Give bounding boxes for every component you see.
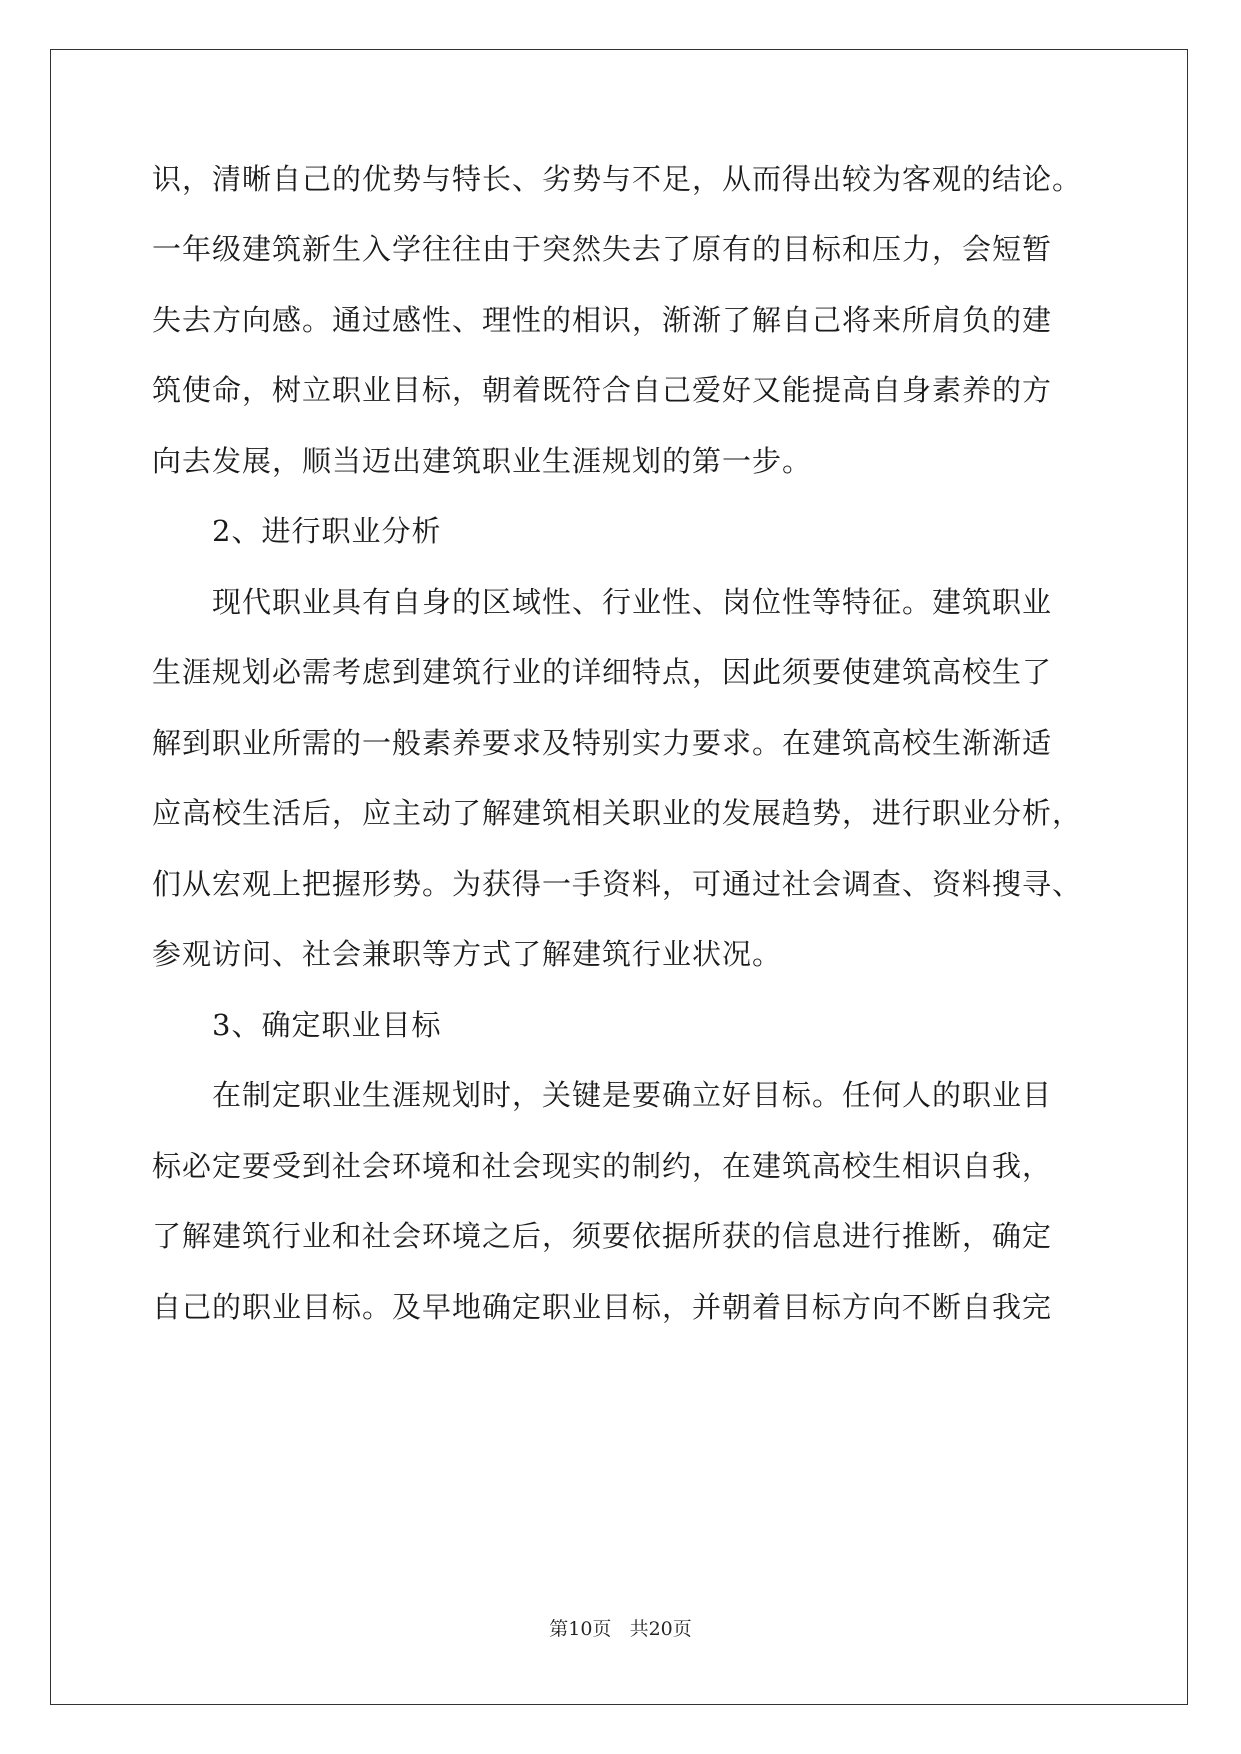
paragraph-line: 筑使命，树立职业目标，朝着既符合自己爱好又能提高自身素养的方 [152, 373, 1053, 407]
paragraph-line: 应高校生活后，应主动了解建筑相关职业的发展趋势，进行职业分析， [152, 796, 1083, 830]
paragraph-line: 向去发展，顺当迈出建筑职业生涯规划的第一步。 [152, 444, 813, 478]
paragraph-line: 们从宏观上把握形势。为获得一手资料，可通过社会调查、资料搜寻、 [152, 867, 1083, 901]
paragraph-line: 解到职业所需的一般素养要求及特别实力要求。在建筑高校生渐渐适 [152, 726, 1053, 760]
section-heading: 2、进行职业分析 [212, 514, 442, 548]
page-footer [0, 1616, 1241, 1642]
page-number: 第10页 [549, 1618, 612, 1640]
paragraph-line: 现代职业具有自身的区域性、行业性、岗位性等特征。建筑职业 [212, 585, 1053, 619]
paragraph-line: 自己的职业目标。及早地确定职业目标，并朝着目标方向不断自我完 [152, 1290, 1053, 1324]
paragraph-line: 在制定职业生涯规划时，关键是要确立好目标。任何人的职业目 [212, 1078, 1053, 1112]
paragraph-line: 失去方向感。通过感性、理性的相识，渐渐了解自己将来所肩负的建 [152, 303, 1053, 337]
paragraph-line: 一年级建筑新生入学往往由于突然失去了原有的目标和压力，会短暂 [152, 232, 1053, 266]
paragraph-line: 参观访问、社会兼职等方式了解建筑行业状况。 [152, 937, 783, 971]
section-heading: 3、确定职业目标 [212, 1008, 442, 1042]
paragraph-line: 识，清晰自己的优势与特长、劣势与不足，从而得出较为客观的结论。 [152, 162, 1083, 196]
paragraph-line: 标必定要受到社会环境和社会现实的制约，在建筑高校生相识自我， [152, 1149, 1053, 1183]
paragraph-line: 生涯规划必需考虑到建筑行业的详细特点，因此须要使建筑高校生了 [152, 655, 1053, 689]
paragraph-line: 了解建筑行业和社会环境之后，须要依据所获的信息进行推断，确定 [152, 1219, 1053, 1253]
page-total: 共20页 [629, 1618, 692, 1640]
